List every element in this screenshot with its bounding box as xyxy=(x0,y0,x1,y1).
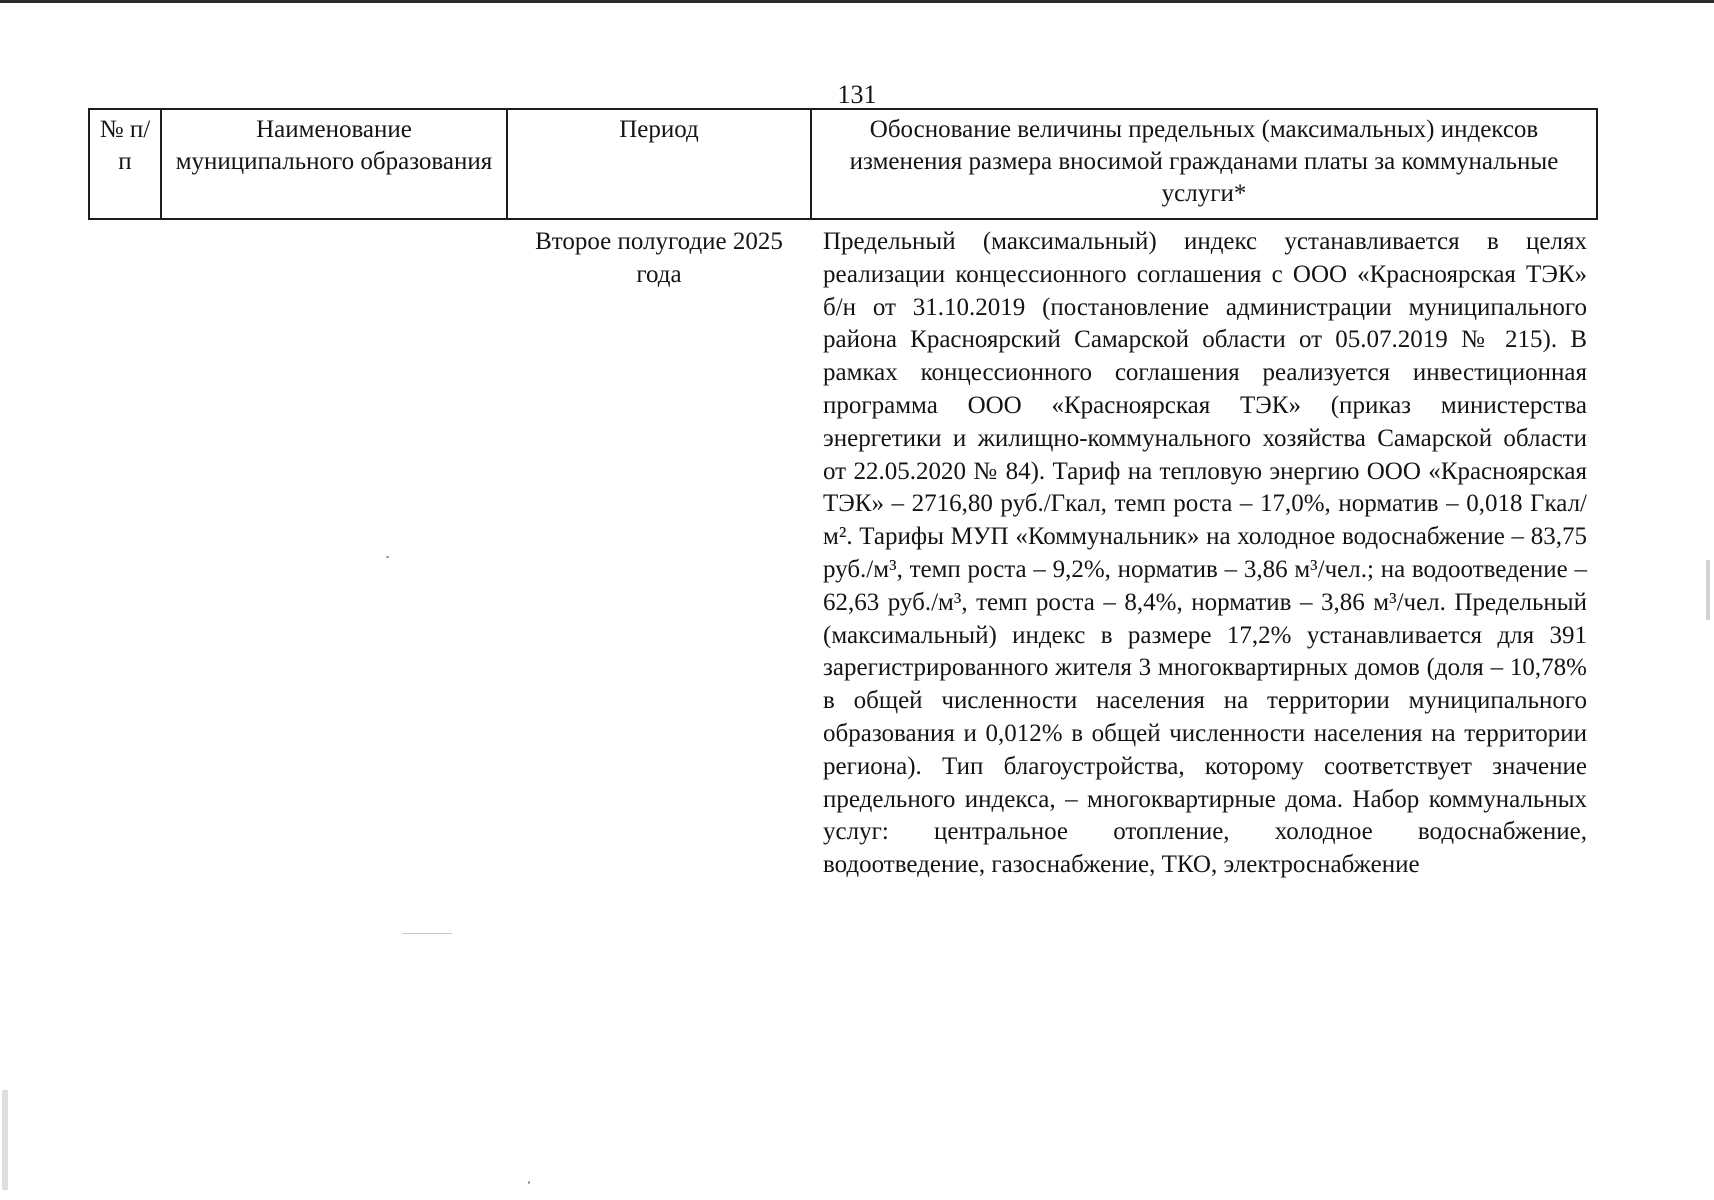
table-row xyxy=(89,219,1597,882)
header-period: Период xyxy=(507,109,811,219)
scan-speck xyxy=(2,1090,8,1190)
table-header-row xyxy=(89,109,1597,219)
page-number: 131 xyxy=(837,80,877,109)
scan-speck xyxy=(1706,560,1710,620)
scan-speck xyxy=(386,556,389,558)
cell-period: Второе полугодие 2025 года xyxy=(535,228,783,288)
scan-speck xyxy=(528,1181,530,1184)
cell-number xyxy=(89,219,161,882)
header-number: № п/п xyxy=(89,109,161,219)
scan-speck xyxy=(402,933,452,934)
scan-top-border xyxy=(0,0,1714,3)
header-justification: Обоснование величины предельных (максимальных) индексов изменения размера вносимой гражданами платы за коммунальные услуги* xyxy=(811,109,1597,219)
cell-municipality xyxy=(161,219,507,882)
tariff-index-table xyxy=(88,108,1598,882)
cell-justification: Предельный (максимальный) индекс устанавливается в целях реализации концессионного соглашения с ООО «Красноярская ТЭК» б/н от 31.10.2019 (постановление администрации муниципального района Красноярский Самарской области от 05.07.2019 № 215). В рамках концессионного соглашения реализуется инвестиционная программа ООО «Красноярская ТЭК» (приказ министерства энергетики и жилищно-коммунального хозяйства Самарской области от 22.05.2020 № 84). Тариф на тепловую энергию ООО «Красноярская ТЭК» – 2716,80 руб./Гкал, темп роста – 17,0%, норматив – 0,018 Гкал/м². Тарифы МУП «Коммунальник» на холодное водоснабжение – 83,75 руб./м³, темп роста – 9,2%, норматив – 3,86 м³/чел.; на водоотведение – 62,63 руб./м³, темп роста – 8,4%, норматив – 3,86 м³/чел. Предельный (максимальный) индекс в размере 17,2% устанавливается для 391 зарегистрированного жителя 3 многоквартирных домов (доля – 10,78% в общей численности населения на территории муниципального образования и 0,012% в общей численности населения на территории региона). Тип благоустройства, которому соответствует значение предельного индекса, – многоквартирные дома. Набор коммунальных услуг: центральное отопление, холодное водоснабжение, водоотведение, газоснабжение, ТКО, электроснабжение xyxy=(823,228,1587,879)
header-municipality: Наименование муниципального образования xyxy=(161,109,507,219)
